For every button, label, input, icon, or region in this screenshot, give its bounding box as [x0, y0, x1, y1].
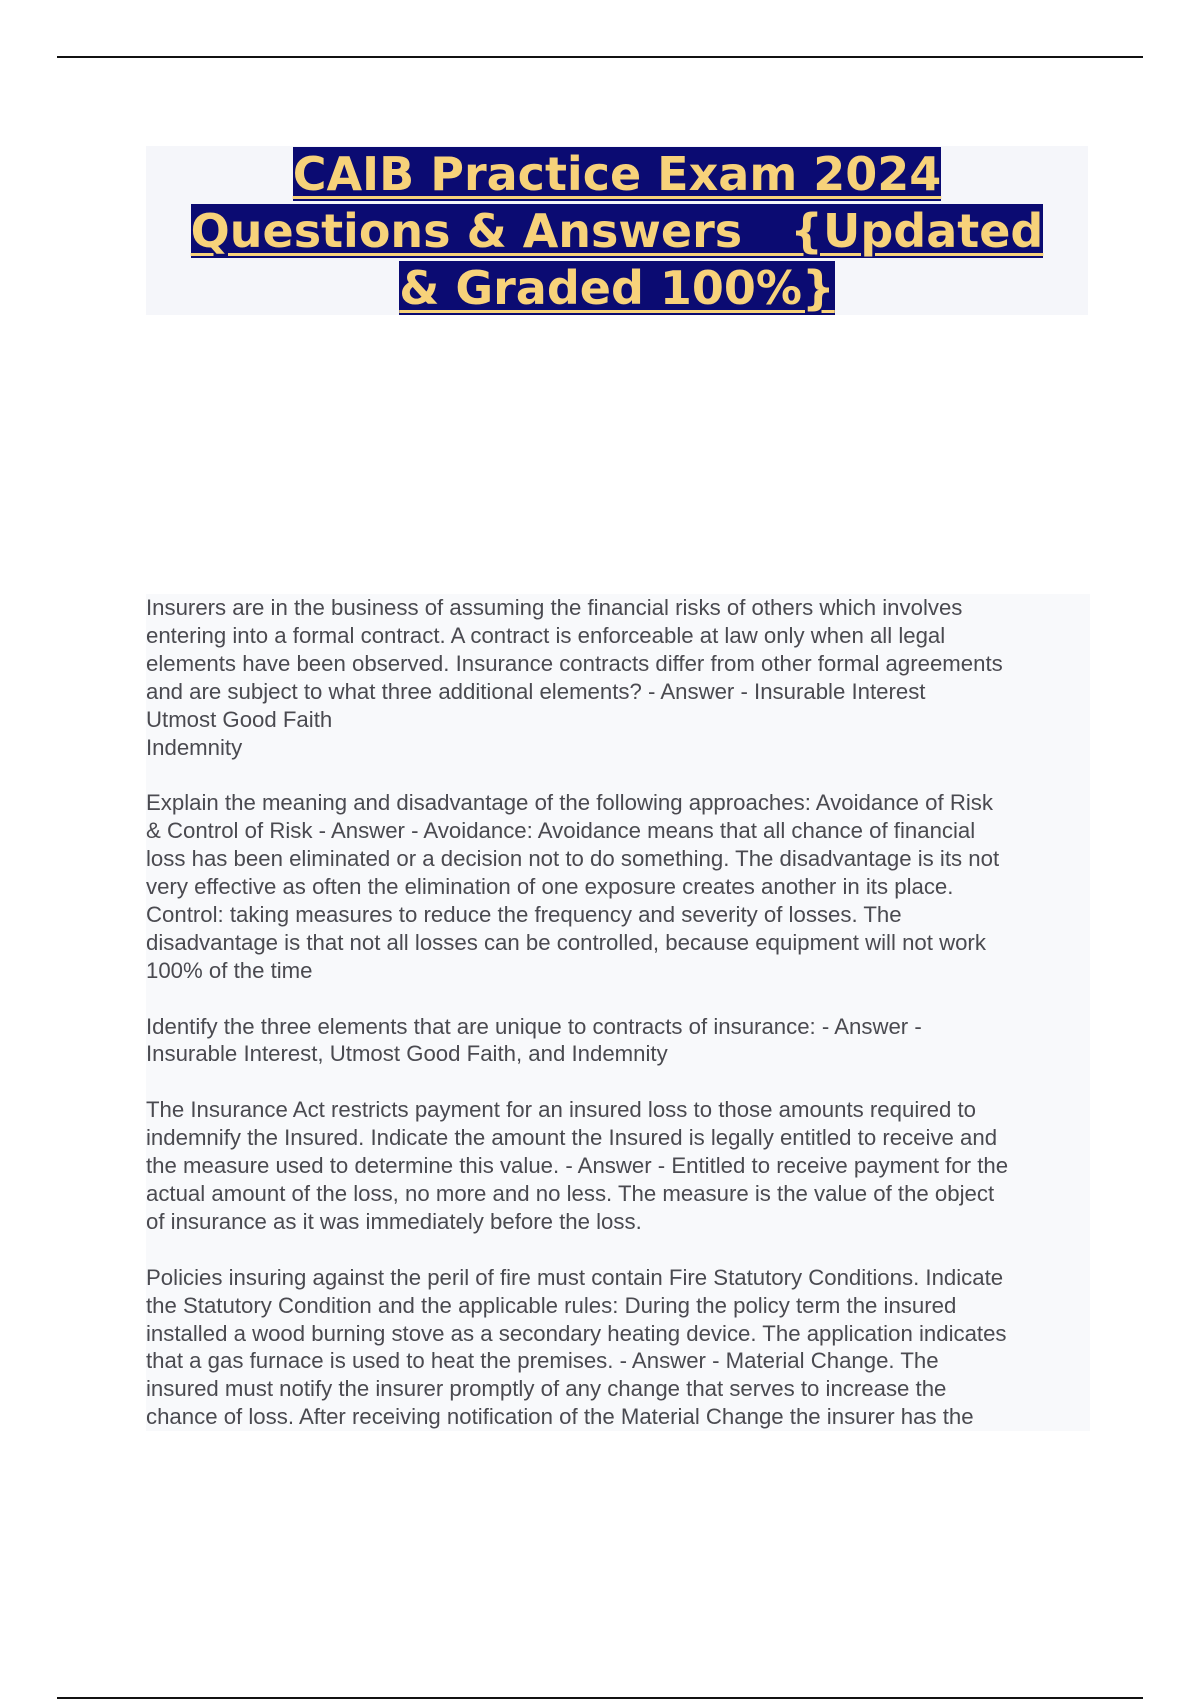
text-line: of insurance as it was immediately before the loss. [146, 1208, 642, 1234]
text-line: elements have been observed. Insurance contracts differ from other formal agreements [146, 650, 1003, 676]
text-line: Control: taking measures to reduce the frequency and severity of losses. The [146, 901, 902, 927]
document-title [146, 146, 1088, 317]
text-line: Identify the three elements that are unique to contracts of insurance: - Answer - [146, 1013, 922, 1039]
text-line: The Insurance Act restricts payment for an insured loss to those amounts required to [146, 1097, 976, 1123]
text-line: very effective as often the elimination of one exposure creates another in its place. [146, 874, 954, 900]
text-line: and are subject to what three additional elements? - Answer - Insurable Interest [146, 678, 926, 704]
title-line: & Graded 100%} [399, 261, 835, 315]
text-line: Explain the meaning and disadvantage of the following approaches: Avoidance of Risk [146, 790, 993, 816]
text-line: 100% of the time [146, 957, 313, 983]
text-line: Insurable Interest, Utmost Good Faith, and Indemnity [146, 1041, 668, 1067]
qa-item-fire-statutory [146, 1264, 1090, 1431]
top-rule [57, 56, 1143, 58]
qa-item-unique-elements [146, 1013, 1090, 1069]
qa-item-avoidance-control [146, 789, 1090, 984]
text-line: Insurers are in the business of assuming the financial risks of others which involves [146, 595, 963, 620]
text-line: indemnify the Insured. Indicate the amount the Insured is legally entitled to receive and [146, 1125, 998, 1151]
text-line: insured must notify the insurer promptly of any change that serves to increase the [146, 1376, 947, 1402]
text-line: the measure used to determine this value. - Answer - Entitled to receive payment for the [146, 1153, 1009, 1179]
text-line: installed a wood burning stove as a secondary heating device. The application indicates [146, 1320, 1007, 1346]
text-line: that a gas furnace is used to heat the premises. - Answer - Material Change. The [146, 1348, 939, 1374]
text-line: Utmost Good Faith [146, 706, 333, 732]
title-line: CAIB Practice Exam 2024 [292, 147, 942, 201]
title-line: Questions & Answers {Updated [190, 204, 1044, 258]
text-line: disadvantage is that not all losses can be controlled, because equipment will not work [146, 929, 986, 955]
qa-item-insurance-elements [146, 594, 1090, 761]
text-line: & Control of Risk - Answer - Avoidance: Avoidance means that all chance of financial [146, 818, 976, 844]
text-line: entering into a formal contract. A contract is enforceable at law only when all legal [146, 622, 946, 648]
title-panel [146, 146, 1088, 315]
text-line: loss has been eliminated or a decision not to do something. The disadvantage is its not [146, 846, 1000, 872]
bottom-rule [57, 1697, 1143, 1699]
text-line: actual amount of the loss, no more and no less. The measure is the value of the object [146, 1180, 995, 1206]
text-line: chance of loss. After receiving notification of the Material Change the insurer has the [146, 1404, 974, 1430]
text-line: Policies insuring against the peril of fire must contain Fire Statutory Conditions. Indicate [146, 1264, 1004, 1290]
text-line: Indemnity [146, 734, 243, 760]
qa-content [146, 594, 1090, 1431]
text-line: the Statutory Condition and the applicable rules: During the policy term the insured [146, 1292, 957, 1318]
qa-item-insurance-act [146, 1096, 1090, 1236]
